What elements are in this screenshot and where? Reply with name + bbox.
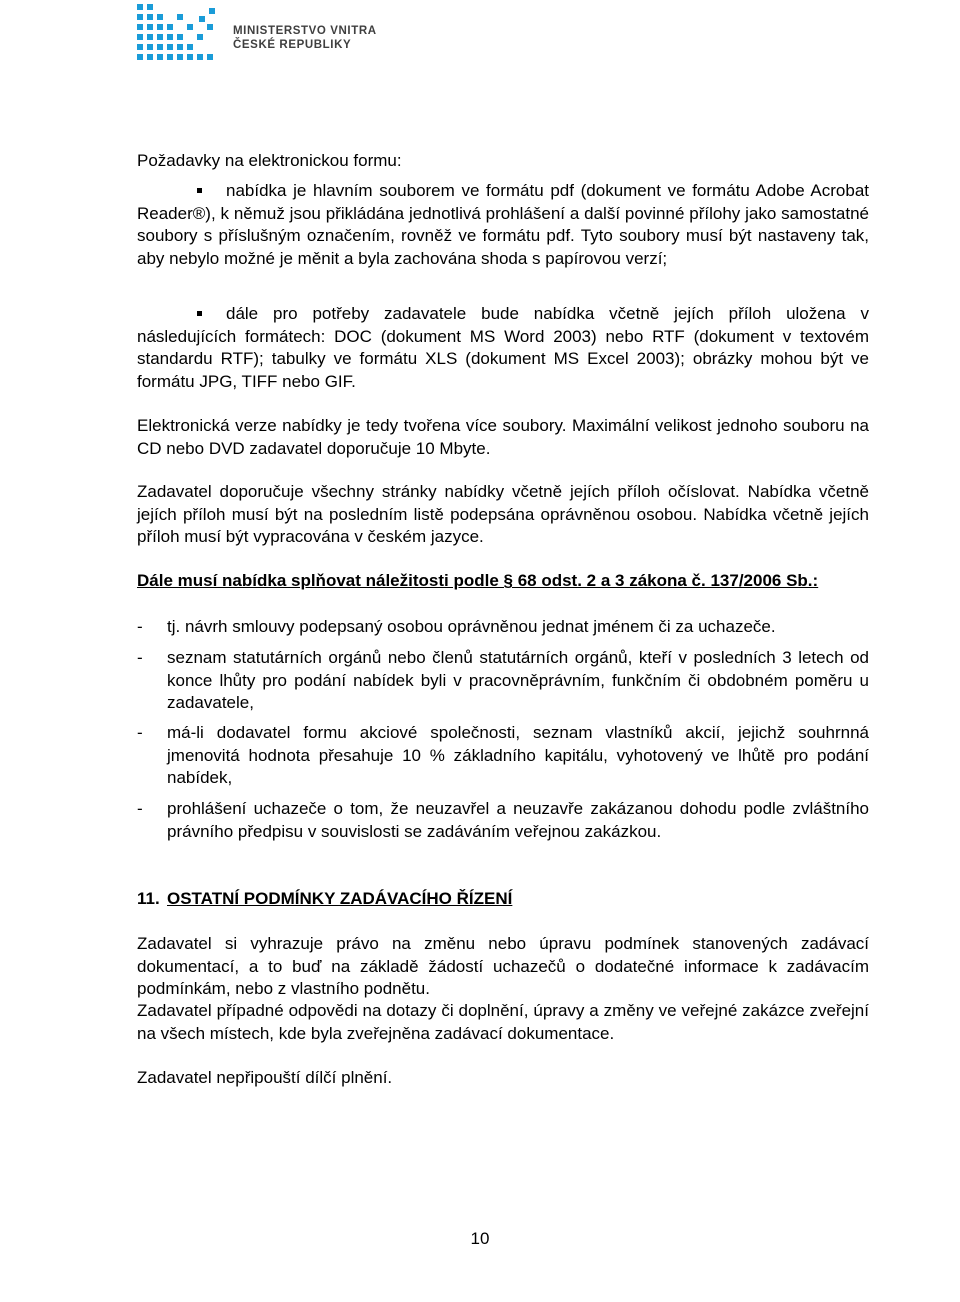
paragraph-changes: Zadavatel si vyhrazuje právo na změnu nebo úpravu podmínek stanovených zadávací dokumentací, a to buď na základě žádostí uchazečů o dodatečné informace k zadávacím podmínkám, nebo z vlastního podnětu. [137, 934, 869, 998]
paragraph-answers: Zadavatel případné odpovědi na dotazy či doplnění, úpravy a změny ve veřejné zakázce zveřejní na všech místech, kde byla zveřejněna zadávací dokumentace. [137, 1001, 869, 1043]
ministry-logo-text [233, 24, 377, 52]
square-bullet-icon [197, 188, 202, 193]
list-item-text: tj. návrh smlouvy podepsaný osobou oprávněnou jednat jménem či za uchazeče. [167, 617, 776, 636]
list-item [137, 647, 869, 715]
section-title: OSTATNÍ PODMÍNKY ZADÁVACÍHO ŘÍZENÍ [167, 889, 513, 908]
bullet-text: nabídka je hlavním souborem ve formátu pdf (dokument ve formátu Adobe Acrobat Reader®), k němuž jsou přikládána jednotlivá prohlášení a další povinné přílohy jako samostatné soubory s příslušným označením, rovněž ve formátu pdf. Tyto soubory musí být nastaveny tak, aby nebylo možné je měnit a byla zachována shoda s papírovou verzí; [137, 181, 869, 268]
logo-line-2: ČESKÉ REPUBLIKY [233, 39, 352, 51]
list-item [137, 722, 869, 790]
bullet-item [137, 180, 869, 270]
list-item [137, 616, 869, 639]
section-number: 11. [137, 889, 160, 908]
dash-bullet: - [137, 723, 143, 742]
dash-bullet: - [137, 617, 143, 636]
paragraph-electronic-version: Elektronická verze nabídky je tedy tvořena více soubory. Maximální velikost jednoho souboru na CD nebo DVD zadavatel doporučuje 10 Mbyte. [137, 416, 869, 458]
bullet-item [137, 303, 869, 393]
list-item-text: prohlášení uchazeče o tom, že neuzavřel a neuzavře zakázanou dohodu podle zvláštního právního předpisu v souvislosti se zadáváním veřejnou zakázkou. [167, 799, 869, 841]
bullet-text: dále pro potřeby zadavatele bude nabídka včetně jejích příloh uložena v následujících formátech: DOC (dokument MS Word 2003) nebo RTF (dokument v textovém standardu RTF); tabulky ve formátu XLS (dokument MS Excel 2003); obrázky mohou být ve formátu JPG, TIFF nebo GIF. [137, 304, 869, 391]
square-bullet-icon [197, 311, 202, 316]
requirements-heading: Dále musí nabídka splňovat náležitosti podle § 68 odst. 2 a 3 zákona č. 137/2006 Sb.: [137, 571, 819, 590]
paragraph-partial-fulfilment: Zadavatel nepřipouští dílčí plnění. [137, 1068, 393, 1087]
dash-bullet: - [137, 799, 143, 818]
dash-bullet: - [137, 648, 143, 667]
paragraph-numbering: Zadavatel doporučuje všechny stránky nabídky včetně jejích příloh očíslovat. Nabídka včetně jejích příloh musí být na posledním listě podepsána oprávněnou osobou. Nabídka včetně jejích příloh musí být vypracována v českém jazyce. [137, 482, 869, 546]
section-heading [137, 888, 512, 910]
ministry-logo [137, 2, 377, 64]
list-item [137, 798, 869, 843]
electronic-form-heading: Požadavky na elektronickou formu: [137, 151, 402, 170]
logo-line-1: MINISTERSTVO VNITRA [233, 25, 377, 37]
page-number: 10 [470, 1229, 490, 1248]
list-item-text: má-li dodavatel formu akciové společnosti, seznam vlastníků akcií, jejichž souhrnná jmenovitá hodnota přesahuje 10 % základního kapitálu, vyhotovený ve lhůtě pro podání nabídek, [167, 723, 869, 787]
ministry-logo-icon [137, 2, 227, 64]
list-item-text: seznam statutárních orgánů nebo členů statutárních orgánů, kteří v posledních 3 letech od konce lhůty pro podání nabídek byli v pracovněprávním, funkčním či obdobném poměru u zadavatele, [167, 648, 869, 712]
